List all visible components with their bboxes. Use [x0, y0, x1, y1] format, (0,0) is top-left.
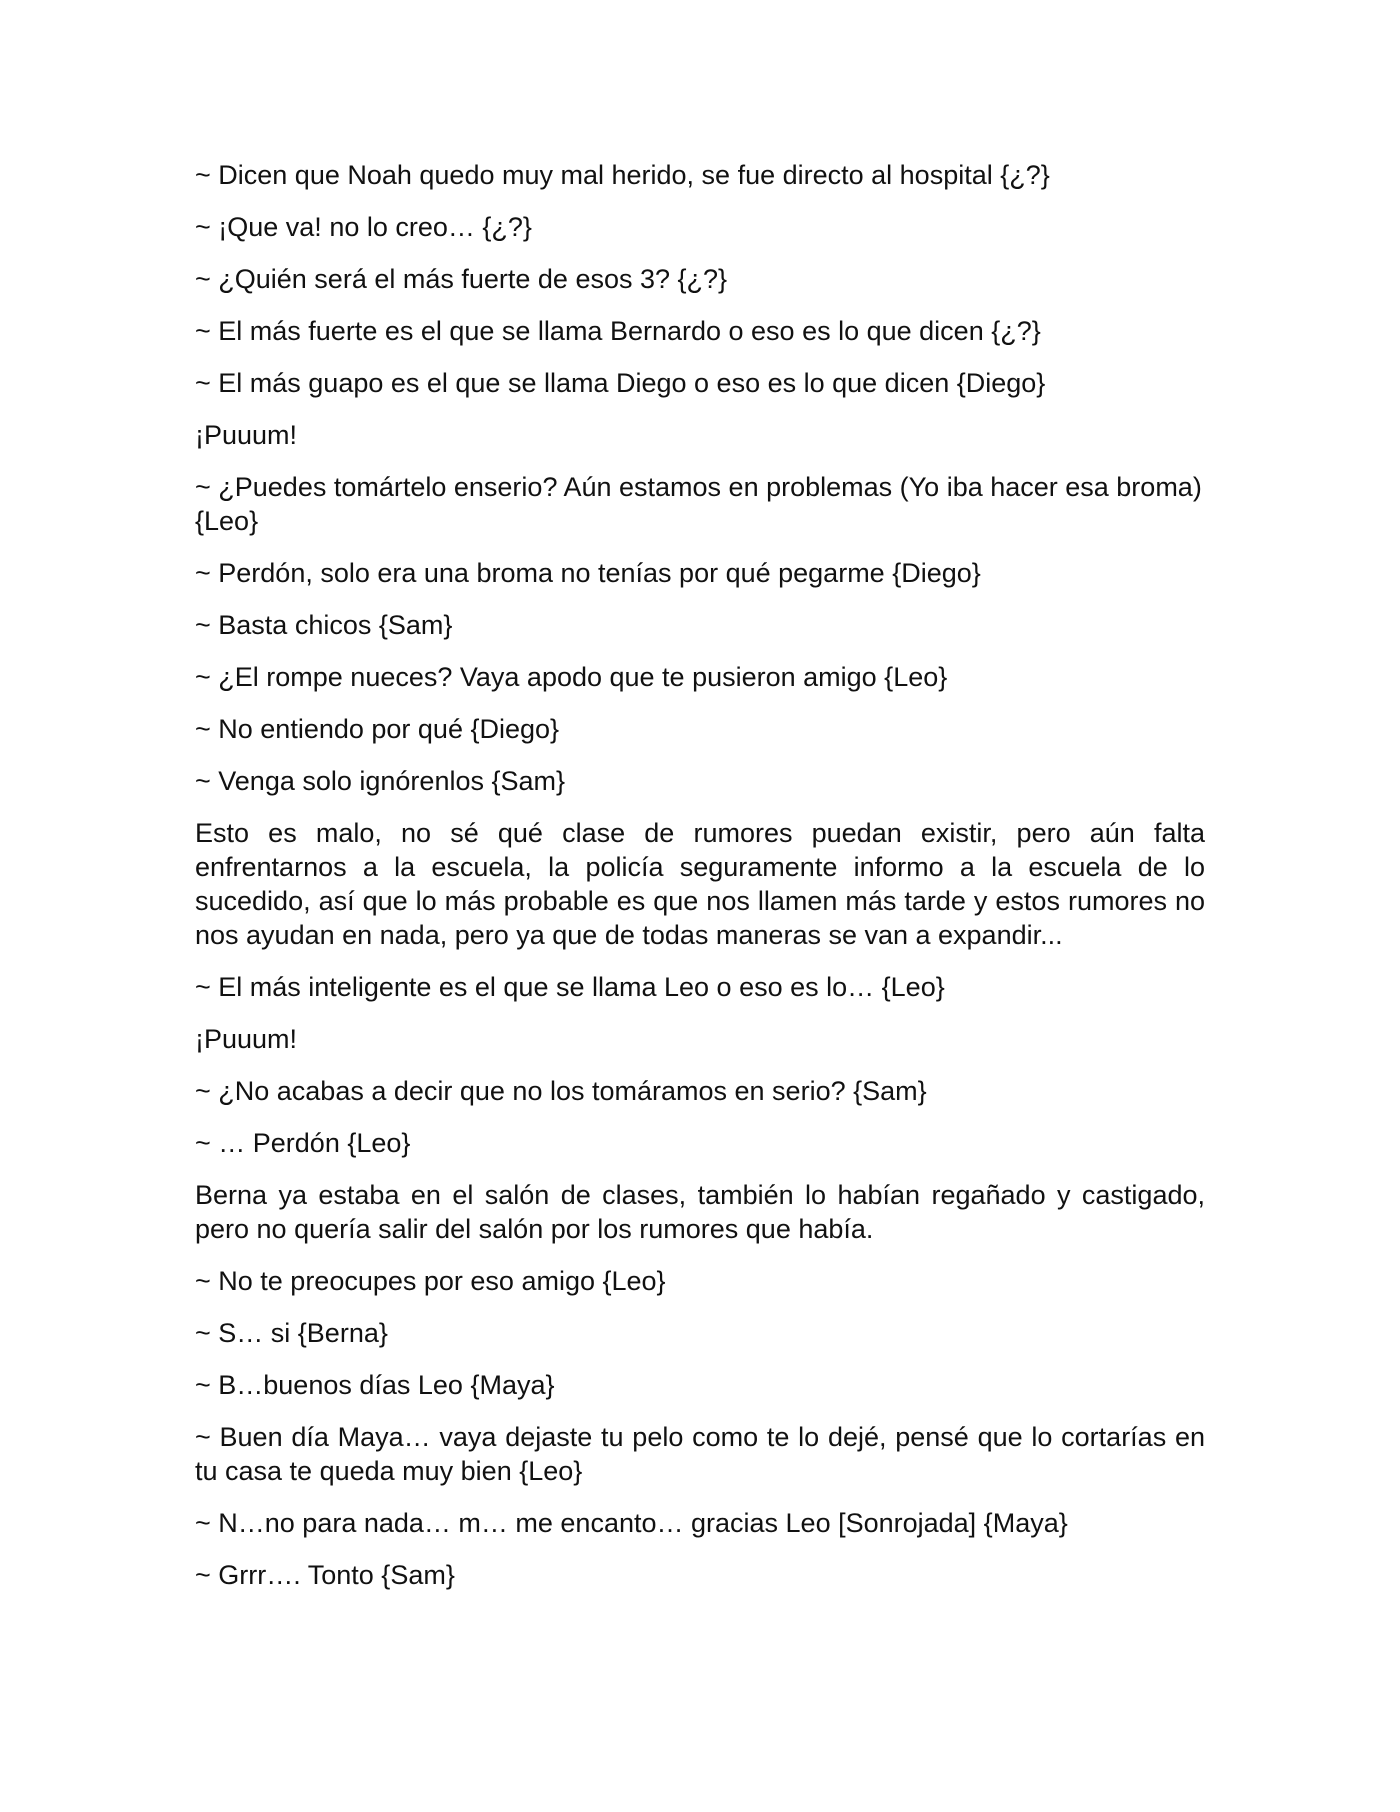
dialogue-line: ~ … Perdón {Leo}	[195, 1128, 411, 1158]
narration-paragraph: Berna ya estaba en el salón de clases, también lo habían regañado y castigado, pero no quería salir del salón por los rumores que había.	[195, 1180, 1205, 1244]
dialogue-line: ~ Basta chicos {Sam}	[195, 610, 453, 640]
sound-effect: ¡Puuum!	[195, 1024, 298, 1054]
dialogue-line: ~ Grrr…. Tonto {Sam}	[195, 1560, 455, 1590]
dialogue-line: ~ ¿Quién será el más fuerte de esos 3? {¿?}	[195, 264, 728, 294]
dialogue-line: ~ ¿No acabas a decir que no los tomáramos en serio? {Sam}	[195, 1076, 927, 1106]
dialogue-line: ~ N…no para nada… m… me encanto… gracias Leo [Sonrojada] {Maya}	[195, 1508, 1068, 1538]
dialogue-line: ~ No entiendo por qué {Diego}	[195, 714, 560, 744]
dialogue-line: ~ Venga solo ignórenlos {Sam}	[195, 766, 566, 796]
dialogue-line: ~ ¿Puedes tomártelo enserio? Aún estamos en problemas (Yo iba hacer esa broma) {Leo}	[195, 472, 1202, 536]
sound-effect: ¡Puuum!	[195, 420, 298, 450]
dialogue-line: ~ Perdón, solo era una broma no tenías por qué pegarme {Diego}	[195, 558, 981, 588]
dialogue-line: ~ El más fuerte es el que se llama Bernardo o eso es lo que dicen {¿?}	[195, 316, 1041, 346]
dialogue-line: ~ S… si {Berna}	[195, 1318, 388, 1348]
dialogue-line: ~ No te preocupes por eso amigo {Leo}	[195, 1266, 666, 1296]
dialogue-line: ~ B…buenos días Leo {Maya}	[195, 1370, 555, 1400]
dialogue-line: ~ El más inteligente es el que se llama Leo o eso es lo… {Leo}	[195, 972, 945, 1002]
dialogue-line: ~ El más guapo es el que se llama Diego o eso es lo que dicen {Diego}	[195, 368, 1046, 398]
narration-paragraph: Esto es malo, no sé qué clase de rumores puedan existir, pero aún falta enfrentarnos a la escuela, la policía seguramente informo a la escuela de lo sucedido, así que lo más probable es que nos llamen más tarde y estos rumores no nos ayudan en nada, pero ya que de todas maneras se van a expandir...	[195, 818, 1205, 950]
dialogue-line: ~ ¿El rompe nueces? Vaya apodo que te pusieron amigo {Leo}	[195, 662, 948, 692]
dialogue-line: ~ Dicen que Noah quedo muy mal herido, se fue directo al hospital {¿?}	[195, 160, 1050, 190]
document-page	[195, 158, 1205, 1610]
dialogue-line: ~ ¡Que va! no lo creo… {¿?}	[195, 212, 532, 242]
dialogue-line: ~ Buen día Maya… vaya dejaste tu pelo como te lo dejé, pensé que lo cortarías en tu casa te queda muy bien {Leo}	[195, 1422, 1205, 1486]
